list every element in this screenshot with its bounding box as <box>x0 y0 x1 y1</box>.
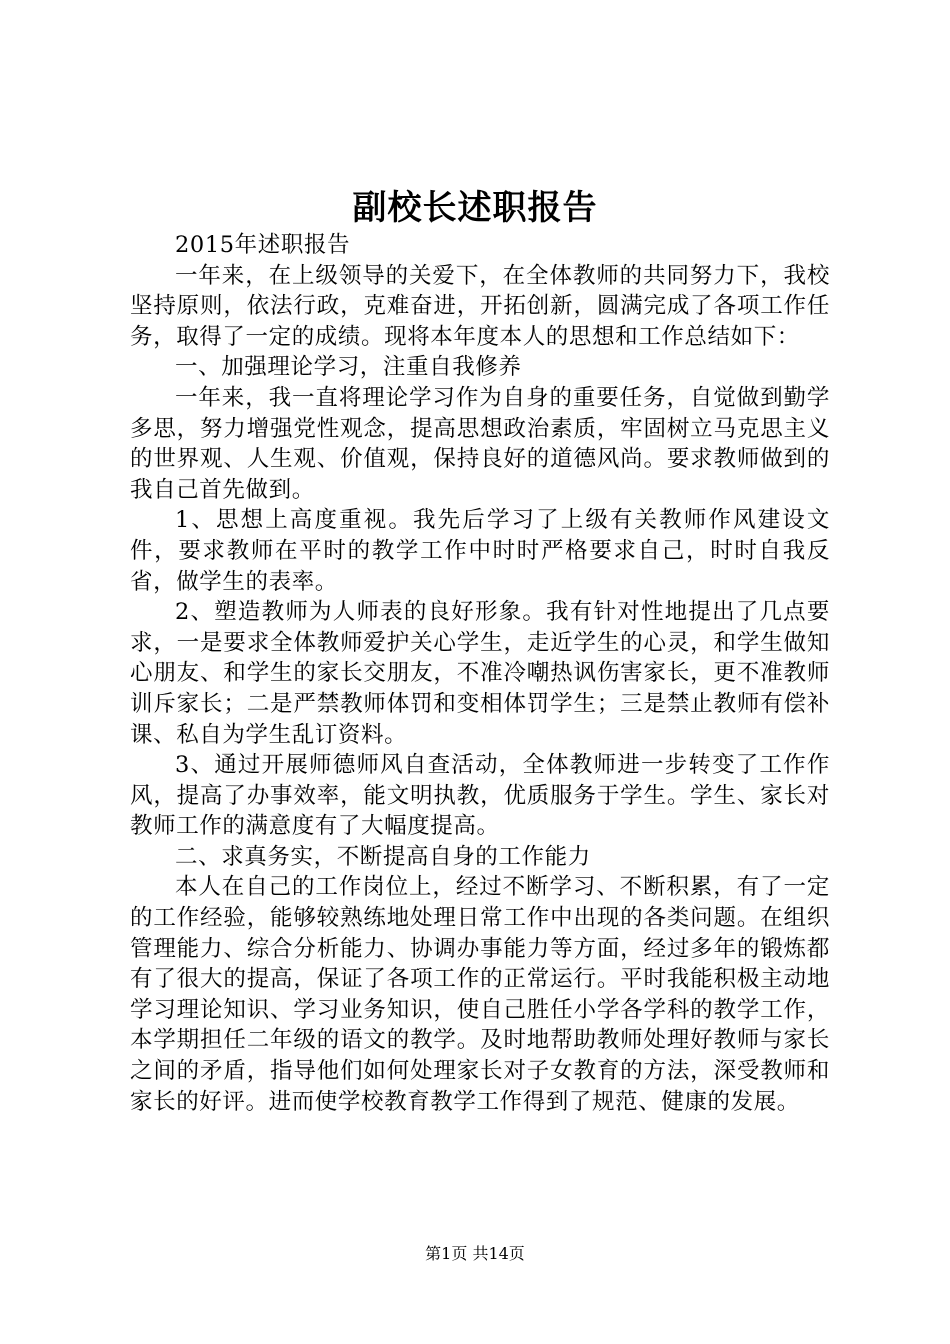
paragraph-intro: 一年来，在上级领导的关爱下，在全体教师的共同努力下，我校坚持原则，依法行政，克难奋进，开拓创新，圆满完成了各项工作任务，取得了一定的成绩。现将本年度本人的思想和工作总结如下： <box>130 262 830 350</box>
list-item-2: 2、塑造教师为人师表的良好形象。我有针对性地提出了几点要求，一是要求全体教师爱护关心学生，走近学生的心灵，和学生做知心朋友、和学生的家长交朋友，不准冷嘲热讽伤害家长，更不准教师训斥家长；二是严禁教师体罚和变相体罚学生；三是禁止教师有偿补课、私自为学生乱订资料。 <box>130 599 830 748</box>
page-footer: 第1页 共14页 <box>425 1244 525 1263</box>
paragraph-work-ability: 本人在自己的工作岗位上，经过不断学习、不断积累，有了一定的工作经验，能够较熟练地处理日常工作中出现的各类问题。在组织管理能力、综合分析能力、协调办事能力等方面，经过多年的锻炼都有了很大的提高，保证了各项工作的正常运行。平时我能积极主动地学习理论知识、学习业务知识，使自己胜任小学各学科的教学工作，本学期担任二年级的语文的教学。及时地帮助教师处理好教师与家长之间的矛盾，指导他们如何处理家长对子女教育的方法，深受教师和家长的好评。进而使学校教育教学工作得到了规范、健康的发展。 <box>130 874 830 1115</box>
section-heading-2: 二、求真务实，不断提高自身的工作能力 <box>175 843 591 870</box>
document-body <box>130 230 830 1117</box>
paragraph-theory-study: 一年来，我一直将理论学习作为自身的重要任务，自觉做到勤学多思，努力增强党性观念，提高思想政治素质，牢固树立马克思主义的世界观、人生观、价值观，保持良好的道德风尚。要求教师做到的我自己首先做到。 <box>130 384 830 503</box>
section-heading-1: 一、加强理论学习，注重自我修养 <box>175 354 522 381</box>
document-title: 副校长述职报告 <box>352 188 598 228</box>
list-item-3: 3、通过开展师德师风自查活动，全体教师进一步转变了工作作风，提高了办事效率，能文明执教，优质服务于学生。学生、家长对教师工作的满意度有了大幅度提高。 <box>130 752 830 840</box>
list-item-1: 1、思想上高度重视。我先后学习了上级有关教师作风建设文件，要求教师在平时的教学工作中时时严格要求自己，时时自我反省，做学生的表率。 <box>130 507 830 595</box>
paragraph-subtitle: 2015年述职报告 <box>175 232 351 258</box>
